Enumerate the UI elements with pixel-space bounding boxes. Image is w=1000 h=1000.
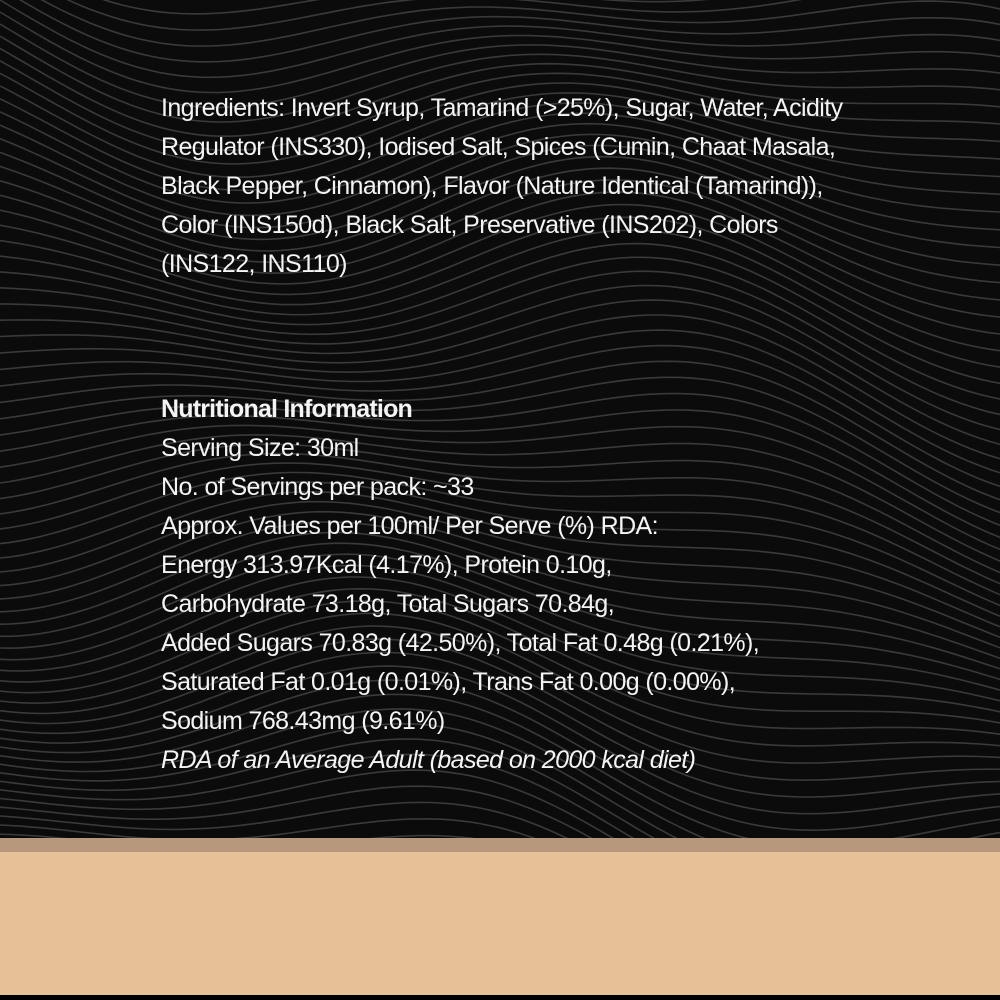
nutrition-line-carbohydrate: Carbohydrate 73.18g, Total Sugars 70.84g,: [161, 590, 615, 618]
serving-size: Serving Size: 30ml: [161, 434, 359, 462]
servings-per-pack: No. of Servings per pack: ~33: [161, 473, 474, 501]
nutrition-section: [161, 390, 861, 780]
nutrition-line-added-sugars: Added Sugars 70.83g (42.50%), Total Fat 0.48g (0.21%),: [161, 629, 760, 657]
wave-line: [0, 0, 1000, 77]
footer-band: [0, 852, 1000, 995]
footer-seam: [0, 838, 1000, 852]
footer-edge: [0, 995, 1000, 1000]
nutrition-line-sodium: Sodium 768.43mg (9.61%): [161, 707, 445, 735]
nutrition-line-energy: Energy 313.97Kcal (4.17%), Protein 0.10g,: [161, 551, 612, 579]
ingredients-text: Ingredients: Invert Syrup, Tamarind (>25%), Sugar, Water, Acidity Regulator (INS330), Iodised Salt, Spices (Cumin, Chaat Masala, Black Pepper, Cinnamon), Flavor (Nature Identical (Tamarind)), Color (INS150d), Black Salt, Preservative (INS202), Colors (INS122, INS110): [161, 94, 843, 278]
nutrition-line-saturated-fat: Saturated Fat 0.01g (0.01%), Trans Fat 0.00g (0.00%),: [161, 668, 736, 696]
rda-note: RDA of an Average Adult (based on 2000 kcal diet): [161, 746, 696, 774]
values-header: Approx. Values per 100ml/ Per Serve (%) RDA:: [161, 512, 658, 540]
wave-line: [0, 0, 1000, 62]
nutrition-heading: Nutritional Information: [161, 395, 413, 423]
wave-line: [0, 802, 1000, 838]
